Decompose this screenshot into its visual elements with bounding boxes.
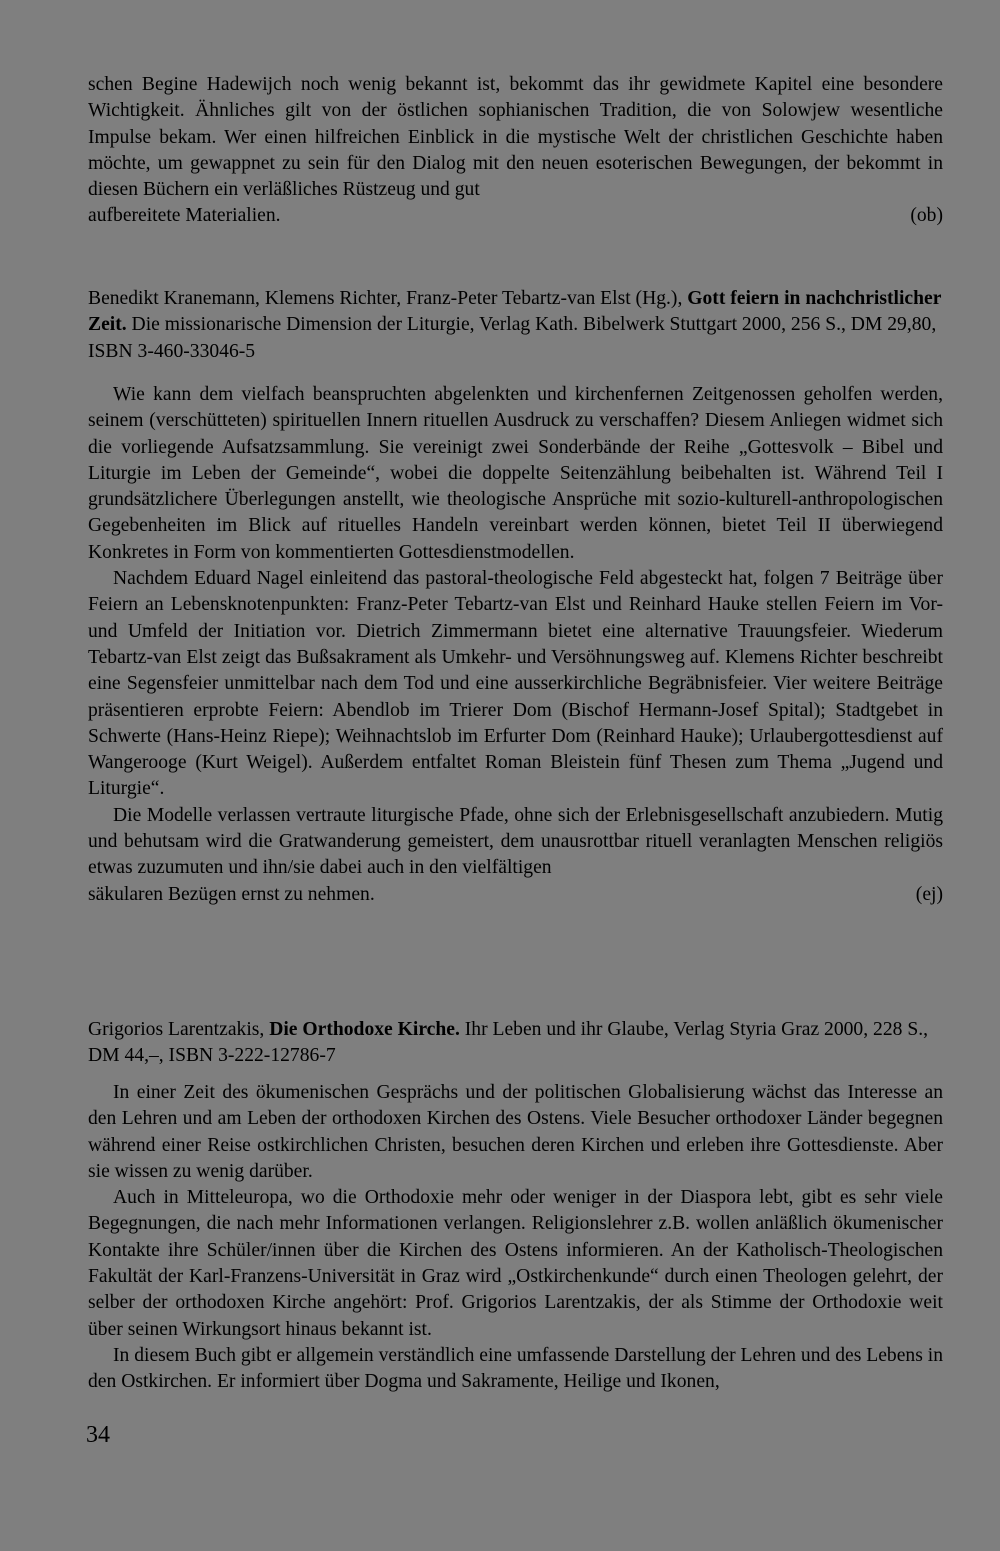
review2-paragraph-3: Die Modelle verlassen vertraute liturgische Pfade, ohne sich der Erlebnisgesellschaft anzubiedern. Mutig und behutsam wird die Gratwanderung gemeistert, dem unausrottbar rituell veranlagten Menschen religiös etwas zuzumuten und ihn/sie dabei auch in den vielfältigen: [88, 804, 943, 879]
review-continuation: [88, 72, 943, 230]
page-number: 34: [86, 1422, 110, 1448]
review1-body: schen Begine Hadewijch noch wenig bekannt ist, bekommt das ihr gewidmete Kapitel eine besondere Wichtigkeit. Ähnliches gilt von der östlichen sophianischen Tradition, die von Solowjew wesentliche Impulse bekam. Wer einen hilfreichen Einblick in die mystische Welt der christlichen Geschichte haben möchte, um gewappnet zu sein für den Dialog mit den neuen esoterischen Bewegungen, der bekommt in diesen Büchern ein verläßliches Rüstzeug und gut: [88, 74, 943, 201]
review2-paragraph-1: Wie kann dem vielfach beanspruchten abgelenkten und kirchenfernen Zeitgenossen geholfen werden, seinem (verschütteten) spirituellen Innern rituellen Ausdruck zu verschaffen? Diesem Anliegen widmet sich die vorliegende Aufsatzsammlung. Sie vereinigt zwei Sonderbände der Reihe „Gottesvolk – Bibel und Liturgie im Leben der Gemeinde“, wobei die doppelte Seitenzählung beibehalten ist. Während Teil I grundsätzlichere Überlegungen anstellt, wie theologische Ansprüche mit sozio-kulturell-anthropologischen Gegebenheiten im Blick auf rituelles Handeln vereinbart werden können, bietet Teil II überwiegend Konkretes in Form von kommentierten Gottesdienstmodellen.: [88, 384, 943, 563]
review3-paragraph-2: Auch in Mitteleuropa, wo die Orthodoxie mehr oder weniger in der Diaspora lebt, gibt es sehr viele Begegnungen, die nach mehr Informationen verlangen. Religionslehrer z.B. wollen anläßlich ökumenischer Kontakte ihre Schüler/innen über die Kirchen des Ostens informieren. An der Katholisch-Theologischen Fakultät der Karl-Franzens-Universität in Graz wird „Ostkirchenkunde“ durch einen Theologen gelehrt, der selber der orthodoxen Kirche angehört: Prof. Grigorios Larentzakis, der als Stimme der Orthodoxie weit über seinen Wirkungsort hinaus bekannt ist.: [88, 1187, 943, 1340]
review2-signature: (ej): [915, 883, 943, 905]
review3-details: Ihr Leben und ihr Glaube, Verlag Styria Graz 2000, 228 S., DM 44,–, ISBN 3-222-12786-7: [88, 1019, 929, 1067]
review2-paragraph-2: Nachdem Eduard Nagel einleitend das pastoral-theologische Feld abgesteckt hat, folgen 7 Beiträge über Feiern an Lebensknotenpunkten: Franz-Peter Tebartz-van Elst und Reinhard Hauke stellen Feiern im Vor- und Umfeld der Initiation vor. Dietrich Zimmermann bietet eine alternative Trauungsfeier. Wiederum Tebartz-van Elst zeigt das Bußsakrament als Umkehr- und Versöhnungsweg auf. Klemens Richter beschreibt eine Segensfeier unmittelbar nach dem Tod und eine ausserkirchliche Begräbnisfeier. Vier weitere Beiträge präsentieren erprobte Feiern: Abendlob im Trierer Dom (Bischof Hermann-Josef Spital); Stadtgebet in Schwerte (Hans-Heinz Riepe); Weihnachtslob im Erfurter Dom (Reinhard Hauke); Urlaubergottesdienst auf Wangerooge (Kurt Weigel). Außerdem entfaltet Roman Bleistein fünf Thesen zum Thema „Jugend und Liturgie“.: [88, 568, 943, 800]
review3-title: Die Orthodoxe Kirche.: [269, 1019, 460, 1040]
review2-body: [88, 382, 943, 908]
review2-title: Gott feiern in nachchristlicher Zeit.: [88, 288, 942, 336]
review2-closing-line: [88, 882, 943, 908]
review3-authors: Grigorios Larentzakis,: [88, 1019, 265, 1040]
review1-signature: (ob): [910, 205, 943, 227]
review1-last-line: aufbereitete Materialien.: [88, 205, 281, 227]
review3-body: [88, 1080, 943, 1396]
review2-citation: [88, 286, 948, 365]
review1-closing-line: [88, 203, 943, 229]
review3-paragraph-1: In einer Zeit des ökumenischen Gesprächs und der politischen Globalisierung wächst das Interesse an den Lehren und am Leben der orthodoxen Kirchen des Ostens. Viele Besucher orthodoxer Länder begegnen während einer Reise ostkirchlichen Christen, besuchen deren Kirchen und erleben ihre Gottesdienste. Aber sie wissen zu wenig darüber.: [88, 1082, 943, 1182]
review3-citation: [88, 1017, 948, 1070]
review2-details: Die missionarische Dimension der Liturgie, Verlag Kath. Bibelwerk Stuttgart 2000, 256 S., DM 29,80, ISBN 3-460-33046-5: [88, 314, 937, 362]
review3-paragraph-3: In diesem Buch gibt er allgemein verständlich eine umfassende Darstellung der Lehren und des Lebens in den Ostkirchen. Er informiert über Dogma und Sakramente, Heilige und Ikonen,: [88, 1344, 943, 1393]
review2-authors: Benedikt Kranemann, Klemens Richter, Franz-Peter Tebartz-van Elst (Hg.),: [88, 288, 683, 309]
review2-last-line: säkularen Bezügen ernst zu nehmen.: [88, 883, 375, 905]
